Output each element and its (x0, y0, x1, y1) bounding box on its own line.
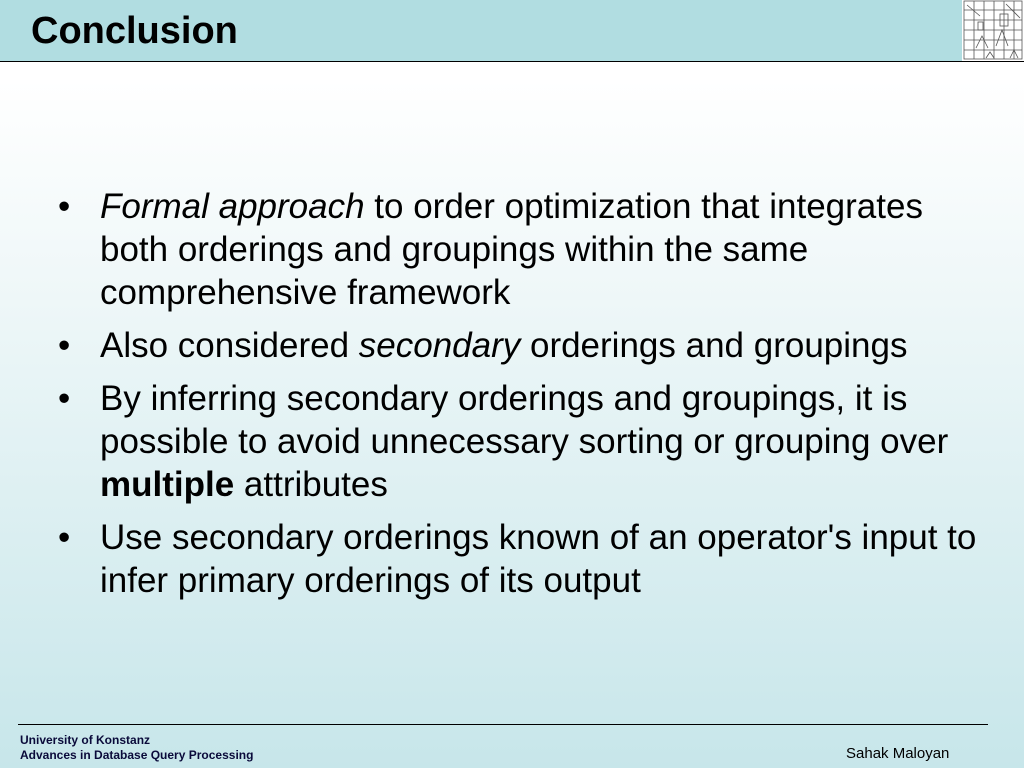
bullet-item (58, 324, 988, 367)
bullet-text-segment: orderings and groupings (520, 326, 908, 365)
footer-university: University of Konstanz (20, 733, 151, 747)
bullet-text-segment: Formal approach (100, 187, 365, 226)
bullet-text-segment: Also considered (100, 326, 359, 365)
bullet-marker: • (58, 326, 71, 365)
bullet-marker: • (58, 379, 71, 418)
bullet-item (58, 377, 988, 506)
bullet-marker: • (58, 187, 71, 226)
slide-content (58, 185, 988, 612)
bullet-text-segment: Use secondary orderings known of an operator's input to infer primary orderings of its output (100, 518, 977, 600)
university-logo-icon (962, 0, 1024, 61)
footer-institution (20, 733, 253, 763)
bullet-marker: • (58, 518, 71, 557)
bullet-text-segment: to order optimization that integrates both orderings and groupings within the same comprehensive framework (100, 187, 923, 312)
slide-title: Conclusion (31, 10, 238, 52)
footer-divider (18, 724, 988, 725)
bullet-item (58, 516, 988, 602)
bullet-text-segment: secondary (358, 326, 521, 365)
bullet-text-segment: By inferring secondary orderings and groupings, it is possible to avoid unnecessary sorting or grouping over (100, 379, 949, 461)
bullet-text-segment: attributes (234, 465, 388, 504)
title-bar (0, 0, 1024, 62)
bullet-text-segment: multiple (100, 465, 235, 504)
footer-author: Sahak Maloyan (846, 745, 950, 762)
bullet-list (58, 185, 988, 602)
footer-course: Advances in Database Query Processing (20, 748, 254, 762)
bullet-item (58, 185, 988, 314)
